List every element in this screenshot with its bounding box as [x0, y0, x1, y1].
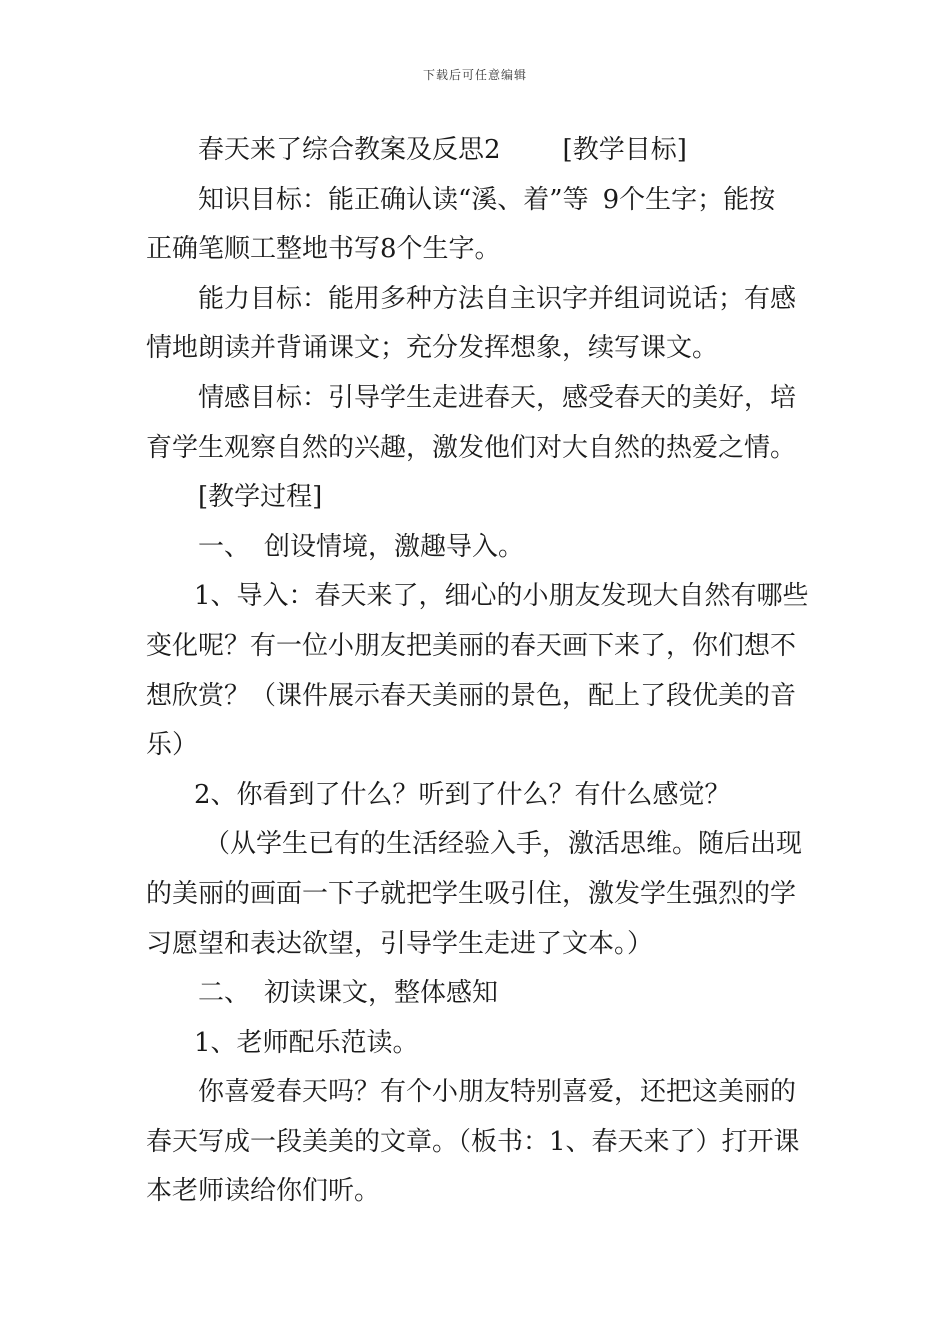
- paragraph-line: [146, 176, 808, 226]
- step-number: 二、: [198, 978, 251, 1009]
- paragraph-line: 想欣赏？（课件展示春天美丽的景色，配上了段优美的音: [146, 680, 797, 711]
- section-heading-process: [教学过程]: [198, 482, 323, 513]
- line-text: 知识目标：能正确认读“溪、着”等: [198, 184, 589, 215]
- step-title: 初读课文，整体感知: [264, 978, 499, 1009]
- paragraph-line: 乐）: [146, 730, 199, 761]
- paragraph-line: 育学生观察自然的兴趣，激发他们对大自然的热爱之情。: [146, 432, 797, 463]
- step-number: 一、: [198, 531, 251, 562]
- page-header: 下载后可任意编辑: [422, 68, 527, 82]
- paragraph-line: 1、老师配乐范读。: [194, 1027, 419, 1058]
- paragraph-line: （从学生已有的生活经验入手，激活思维。随后出现: [204, 829, 803, 860]
- paragraph-line: 你喜爱春天吗？有个小朋友特别喜爱，还把这美丽的: [198, 1077, 797, 1108]
- step-heading: [146, 523, 808, 573]
- title-line: [146, 126, 808, 176]
- paragraph-line: 本老师读给你们听。: [146, 1176, 381, 1207]
- paragraph-line: 2、你看到了什么？听到了什么？有什么感觉？: [194, 779, 731, 810]
- step-heading: [146, 969, 808, 1019]
- paragraph-line: 正确笔顺工整地书写8个生字。: [146, 234, 501, 265]
- paragraph-line: 春天写成一段美美的文章。（板书：1、春天来了）打开课: [146, 1126, 800, 1157]
- document-title: 春天来了综合教案及反思2: [198, 135, 501, 165]
- paragraph-line: 习愿望和表达欲望，引导学生走进了文本。）: [146, 928, 654, 959]
- line-text: 9个生字；能按: [602, 184, 776, 215]
- paragraph-line: 变化呢？有一位小朋友把美丽的春天画下来了，你们想不: [146, 630, 797, 661]
- document-body: [146, 126, 808, 1217]
- step-title: 创设情境，激趣导入。: [264, 531, 525, 562]
- paragraph-line: 情地朗读并背诵课文；充分发挥想象，续写课文。: [146, 333, 719, 364]
- paragraph-line: 能力目标：能用多种方法自主识字并组词说话；有感: [198, 283, 797, 314]
- paragraph-line: 1、导入：春天来了，细心的小朋友发现大自然有哪些: [194, 581, 809, 612]
- paragraph-line: 的美丽的画面一下子就把学生吸引住，激发学生强烈的学: [146, 878, 797, 909]
- section-heading-goals: [教学目标]: [562, 135, 687, 165]
- paragraph-line: 情感目标：引导学生走进春天，感受春天的美好，培: [198, 382, 797, 413]
